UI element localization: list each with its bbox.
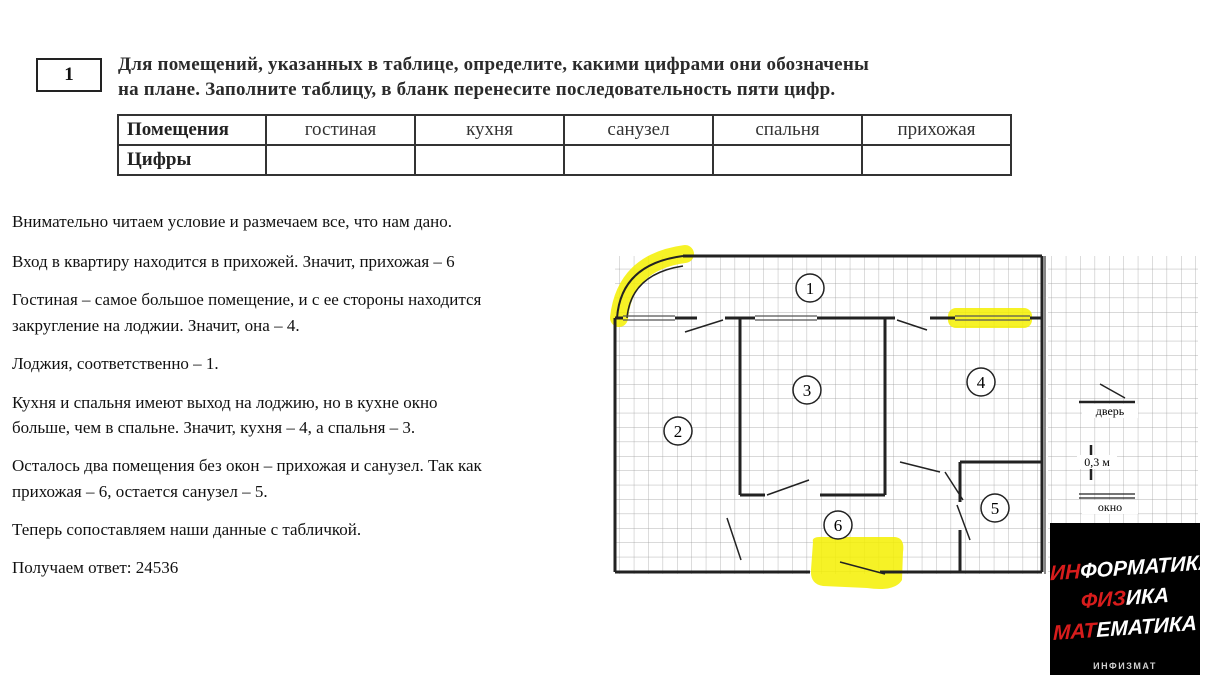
room-label-1: 1 xyxy=(805,279,815,298)
table-row xyxy=(118,115,1011,145)
logo-line-informatika xyxy=(1050,550,1214,586)
table-cell-room: кухня xyxy=(415,115,564,145)
logo-line-matematika xyxy=(1050,612,1200,646)
task-header xyxy=(0,0,1030,200)
legend-door-label: дверь xyxy=(1095,404,1125,418)
explanation-line: Кухня и спальня имеют выход на лоджию, но в кухне окно xyxy=(12,393,438,412)
logo-text-white: ЕМАТИКА xyxy=(1096,611,1197,642)
task-number: 1 xyxy=(36,58,102,92)
table-cell-digit xyxy=(713,145,862,175)
logo-text-red: ФИЗ xyxy=(1080,586,1126,614)
answer-table xyxy=(117,114,1012,176)
explanation-line: Гостиная – самое большое помещение, и с ее стороны находится xyxy=(12,290,482,309)
table-cell-room: прихожая xyxy=(862,115,1011,145)
explanation-line: Получаем ответ: 24536 xyxy=(12,558,179,577)
explanation-line: больше, чем в спальне. Значит, кухня – 4, а спальня – 3. xyxy=(12,418,416,437)
task-statement-line: Для помещений, указанных в таблице, определите, какими цифрами они обозначены xyxy=(118,54,870,75)
room-label-4: 4 xyxy=(976,373,986,392)
explanation-line: Теперь сопоставляем наши данные с табличкой. xyxy=(12,520,362,539)
highlight-window xyxy=(948,308,1032,328)
legend-scale-label: 0,3 м xyxy=(1084,455,1110,469)
table-cell-room: гостиная xyxy=(266,115,415,145)
task-statement xyxy=(118,52,1018,102)
legend-window-label: окно xyxy=(1097,500,1123,514)
table-row xyxy=(118,145,1011,175)
logo-text-red: ИН xyxy=(1050,560,1081,586)
logo-text-red: МАТ xyxy=(1053,618,1097,646)
explanation-line: Осталось два помещения без окон – прихожая и санузел. Так как xyxy=(12,456,482,475)
logo-text-white: ФОРМАТИКА xyxy=(1080,550,1214,584)
table-cell-digit xyxy=(266,145,415,175)
table-cell-digit xyxy=(862,145,1011,175)
logo-text-white: ИКА xyxy=(1125,583,1170,610)
logo-line-fizika xyxy=(1050,582,1200,616)
table-cell-room: санузел xyxy=(564,115,713,145)
table-header-digits: Цифры xyxy=(118,145,266,175)
table-cell-room: спальня xyxy=(713,115,862,145)
table-cell-digit xyxy=(564,145,713,175)
table-header-rooms: Помещения xyxy=(118,115,266,145)
room-label-6: 6 xyxy=(833,516,843,535)
explanation-line: прихожая – 6, остается санузел – 5. xyxy=(12,482,268,501)
room-label-3: 3 xyxy=(802,381,812,400)
room-label-2: 2 xyxy=(673,422,683,441)
explanation-line: Внимательно читаем условие и размечаем все, что нам дано. xyxy=(12,212,452,231)
table-cell-digit xyxy=(415,145,564,175)
explanation-line: Вход в квартиру находится в прихожей. Значит, прихожая – 6 xyxy=(12,252,455,271)
explanation-line: Лоджия, соответственно – 1. xyxy=(12,354,219,373)
brand-logo xyxy=(1050,523,1214,675)
room-label-5: 5 xyxy=(990,499,1000,518)
logo-footer: ИНФИЗМАТ xyxy=(1093,661,1157,671)
highlight-entrance xyxy=(811,537,903,589)
task-statement-line: на плане. Заполните таблицу, в бланк перенесите последовательность пяти цифр. xyxy=(118,79,836,100)
explanation-line: закругление на лоджии. Значит, она – 4. xyxy=(12,316,300,335)
